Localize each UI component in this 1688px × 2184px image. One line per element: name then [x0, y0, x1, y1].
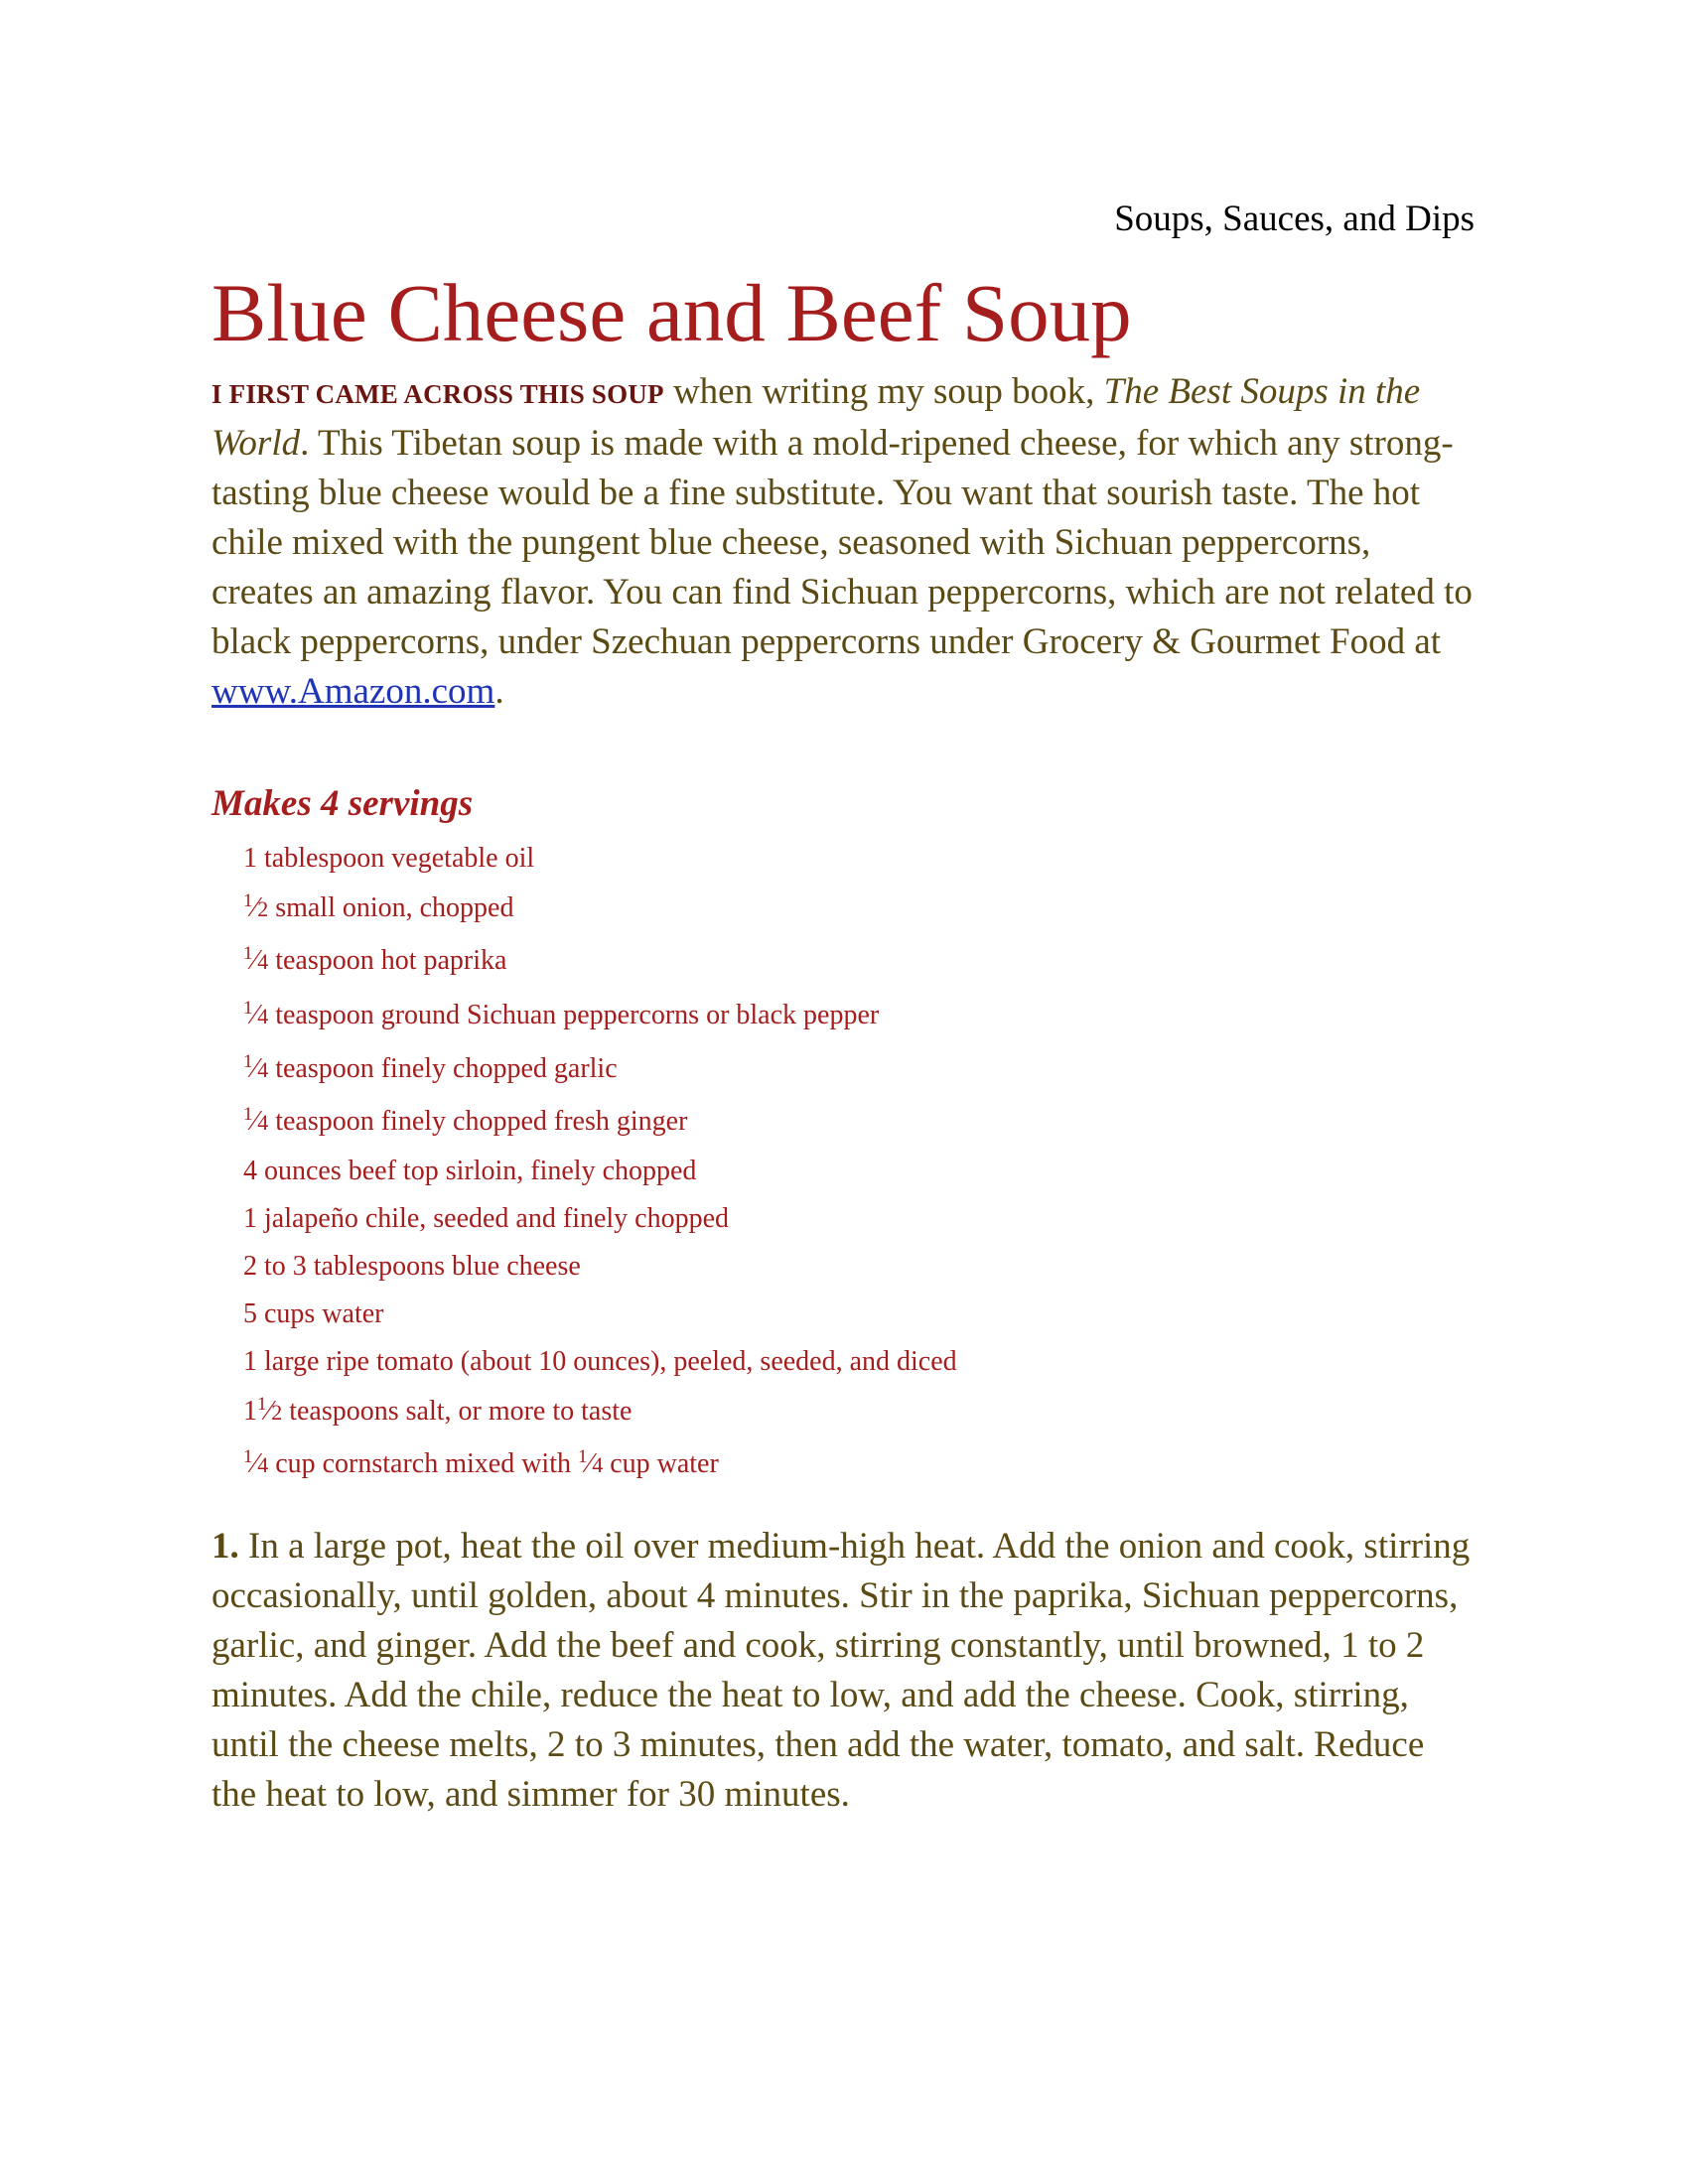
- fraction-slash: ⁄: [252, 1106, 258, 1137]
- recipe-intro: [211, 367, 1475, 717]
- fraction: [578, 1448, 603, 1479]
- step-number: 1.: [211, 1526, 239, 1567]
- ingredient-text: cup cornstarch mixed with: [268, 1448, 578, 1479]
- method-step-1: [211, 1522, 1475, 1820]
- fraction-slash: ⁄: [252, 1448, 258, 1479]
- fraction-slash: ⁄: [587, 1448, 593, 1479]
- fraction: [243, 1053, 268, 1084]
- fraction: [243, 1448, 268, 1479]
- ingredient-text: 5 cups water: [243, 1298, 384, 1329]
- fraction-denominator: 4: [592, 1452, 604, 1477]
- ingredient-text: teaspoon hot paprika: [268, 945, 507, 976]
- fraction: [243, 1396, 282, 1427]
- ingredient-item: [243, 1297, 384, 1331]
- intro-lead-caps: I FIRST CAME ACROSS THIS SOUP: [211, 379, 664, 409]
- fraction-denominator: 4: [257, 1110, 269, 1135]
- recipe-yield: Makes 4 servings: [211, 783, 474, 824]
- fraction-denominator: 2: [271, 1400, 283, 1425]
- ingredient-text: 1 tablespoon vegetable oil: [243, 843, 535, 874]
- fraction-numerator: 1: [243, 1051, 253, 1072]
- ingredient-text: 2 to 3 tablespoons blue cheese: [243, 1251, 581, 1282]
- ingredient-item: [243, 1447, 719, 1481]
- fraction-numerator: 1: [257, 1394, 267, 1415]
- fraction-slash: ⁄: [252, 892, 258, 923]
- fraction-numerator: 1: [243, 1104, 253, 1125]
- fraction-slash: ⁄: [252, 945, 258, 976]
- fraction-denominator: 2: [257, 896, 269, 921]
- ingredient-item: [243, 1155, 696, 1188]
- fraction-numerator: 1: [243, 1446, 253, 1467]
- ingredient-item: [243, 1202, 729, 1236]
- amazon-link[interactable]: www.Amazon.com: [211, 671, 495, 712]
- fraction: [243, 945, 268, 976]
- ingredient-item: [243, 1105, 687, 1139]
- running-head: Soups, Sauces, and Dips: [1114, 199, 1475, 239]
- ingredient-text: 1 jalapeño chile, seeded and finely chopped: [243, 1203, 730, 1234]
- ingredient-text: 1 large ripe tomato (about 10 ounces), peeled, seeded, and diced: [243, 1346, 957, 1377]
- ingredient-item: [243, 842, 534, 876]
- step-text: In a large pot, heat the oil over medium-high heat. Add the onion and cook, stirring occasionally, until golden, about 4 minutes. Stir in the paprika, Sichuan peppercorns, garlic, and ginger. Add the beef and cook, stirring constantly, until browned, 1 to 2 minutes. Add the chile, reduce the heat to low, and add the cheese. Cook, stirring, until the cheese melts, 2 to 3 minutes, then add the water, tomato, and salt. Reduce the heat to low, and simmer for 30 minutes.: [211, 1526, 1471, 1815]
- ingredient-text: teaspoon ground Sichuan peppercorns or black pepper: [268, 1000, 880, 1030]
- fraction-slash: ⁄: [266, 1396, 272, 1427]
- fraction-whole: 1: [243, 1396, 257, 1427]
- intro-book-title: The Best Soups in the World: [211, 371, 1421, 464]
- ingredient-item: [243, 944, 506, 978]
- ingredient-item: [243, 1345, 957, 1379]
- fraction-slash: ⁄: [252, 1053, 258, 1084]
- ingredient-text: teaspoon finely chopped garlic: [268, 1053, 618, 1084]
- fraction-numerator: 1: [243, 998, 253, 1019]
- ingredient-item: [243, 1395, 632, 1429]
- fraction-denominator: 4: [257, 1452, 269, 1477]
- ingredient-item: [243, 999, 879, 1032]
- ingredient-text: teaspoon finely chopped fresh ginger: [268, 1106, 688, 1137]
- ingredient-item: [243, 1052, 618, 1086]
- ingredient-text: teaspoons salt, or more to taste: [282, 1396, 633, 1427]
- fraction-numerator: 1: [578, 1446, 588, 1467]
- intro-text-2: . This Tibetan soup is made with a mold-ripened cheese, for which any strong-tasting blue cheese would be a fine substitute. You want that sourish taste. The hot chile mixed with the pungent blue cheese, seasoned with Sichuan peppercorns, creates an amazing flavor. You can find Sichuan peppercorns, which are not related to black peppercorns, under Szechuan peppercorns under Grocery & Gourmet Food at: [211, 423, 1473, 662]
- fraction-numerator: 1: [243, 890, 253, 911]
- fraction-slash: ⁄: [252, 1000, 258, 1030]
- ingredient-text: cup water: [603, 1448, 719, 1479]
- fraction: [243, 1106, 268, 1137]
- intro-text-3: .: [494, 671, 504, 712]
- fraction-denominator: 4: [257, 1004, 269, 1028]
- fraction-denominator: 4: [257, 949, 269, 974]
- recipe-title: Blue Cheese and Beef Soup: [211, 267, 1132, 358]
- fraction: [243, 1000, 268, 1030]
- ingredient-text: small onion, chopped: [268, 892, 514, 923]
- ingredient-item: [243, 891, 513, 925]
- fraction-numerator: 1: [243, 943, 253, 964]
- intro-text-1: when writing my soup book,: [663, 371, 1104, 412]
- fraction-denominator: 4: [257, 1057, 269, 1082]
- fraction: [243, 892, 268, 923]
- ingredient-item: [243, 1250, 581, 1284]
- ingredient-text: 4 ounces beef top sirloin, finely chopped: [243, 1156, 697, 1186]
